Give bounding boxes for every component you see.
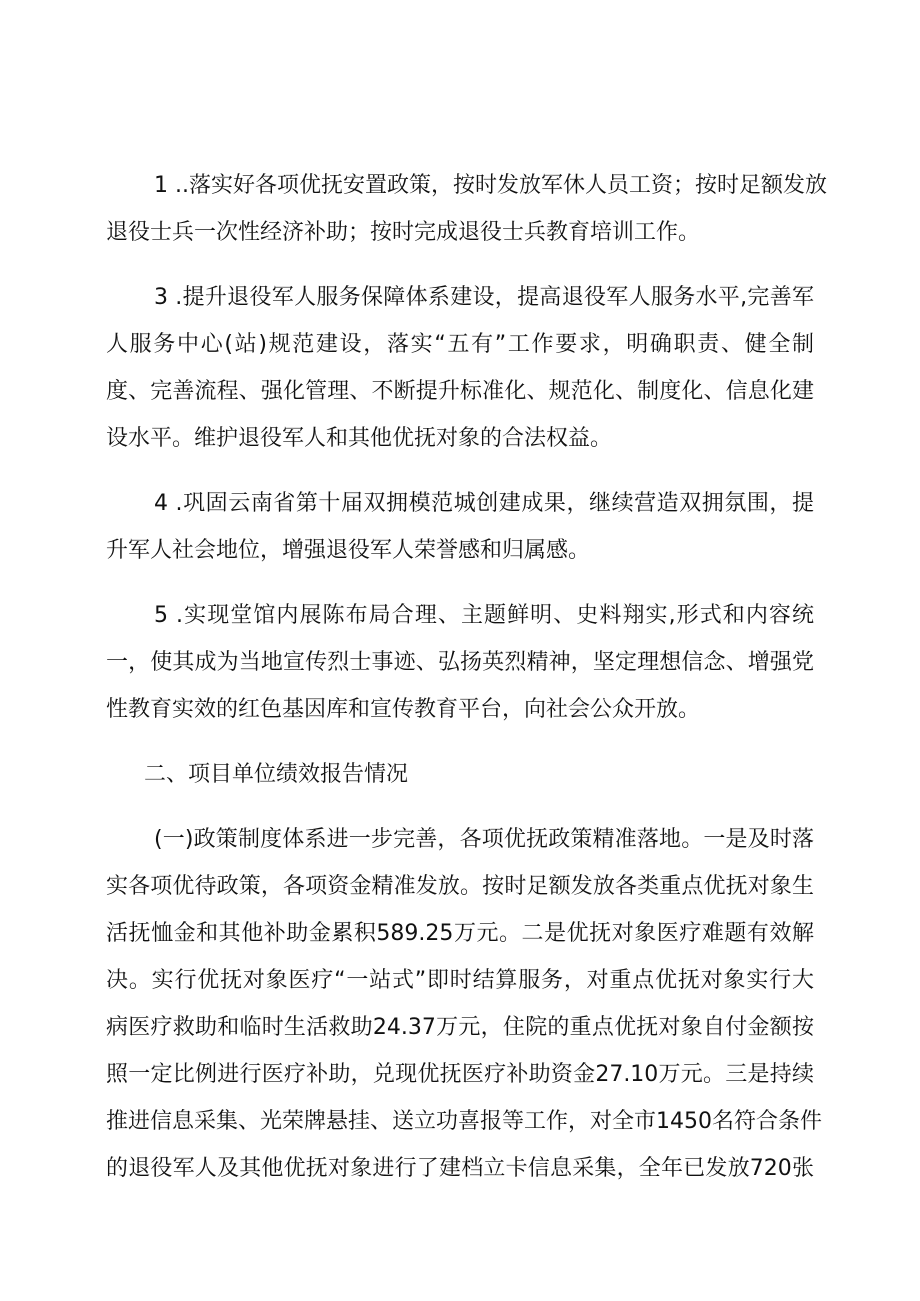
section-body-line-4: 决。实行优抚对象医疗“一站式”即时结算服务，对重点优抚对象实行大 <box>106 968 814 993</box>
paragraph-1-line-1: 1 ..落实好各项优抚安置政策，按时发放军休人员工资；按时足额发放 <box>154 173 827 198</box>
paragraph-3-line-4: 设水平。维护退役军人和其他优抚对象的合法权益。 <box>106 426 613 451</box>
paragraph-5-line-1: 5 .实现堂馆内展陈布局合理、主题鲜明、史料翔实,形式和内容统 <box>154 603 814 628</box>
paragraph-4-line-2: 升军人社会地位，增强退役军人荣誉感和归属感。 <box>106 538 591 563</box>
section-body-line-1: (一)政策制度体系进一步完善，各项优抚政策精准落地。一是及时落 <box>154 827 814 852</box>
section-body-line-3: 活抚恤金和其他补助金累积589.25万元。二是优抚对象医疗难题有效解 <box>106 921 814 946</box>
paragraph-5-line-3: 性教育实效的红色基因库和宣传教育平台，向社会公众开放。 <box>106 697 701 722</box>
paragraph-3-line-1: 3 .提升退役军人服务保障体系建设，提高退役军人服务水平,完善军 <box>154 285 814 310</box>
paragraph-3-line-2: 人服务中心(站)规范建设，落实“五有”工作要求，明确职责、健全制 <box>106 332 814 357</box>
section-body-line-6: 照一定比例进行医疗补助，兑现优抚医疗补助资金27.10万元。三是持续 <box>106 1062 814 1087</box>
section-heading: 二、项目单位绩效报告情况 <box>144 762 409 787</box>
section-body-line-2: 实各项优待政策，各项资金精准发放。按时足额发放各类重点优抚对象生 <box>106 874 814 899</box>
section-body-line-8: 的退役军人及其他优抚对象进行了建档立卡信息采集，全年已发放720张 <box>106 1156 814 1181</box>
section-body-line-7: 推进信息采集、光荣牌悬挂、送立功喜报等工作，对全市1450名符合条件 <box>106 1109 822 1134</box>
section-body-line-5: 病医疗救助和临时生活救助24.37万元，住院的重点优抚对象自付金额按 <box>106 1015 814 1040</box>
paragraph-3-line-3: 度、完善流程、强化管理、不断提升标准化、规范化、制度化、信息化建 <box>106 379 814 404</box>
paragraph-1-line-2: 退役士兵一次性经济补助；按时完成退役士兵教育培训工作。 <box>106 220 701 245</box>
paragraph-5-line-2: 一，使其成为当地宣传烈士事迹、弘扬英烈精神，坚定理想信念、增强党 <box>106 650 814 675</box>
paragraph-4-line-1: 4 .巩固云南省第十届双拥模范城创建成果，继续营造双拥氛围，提 <box>154 491 814 516</box>
